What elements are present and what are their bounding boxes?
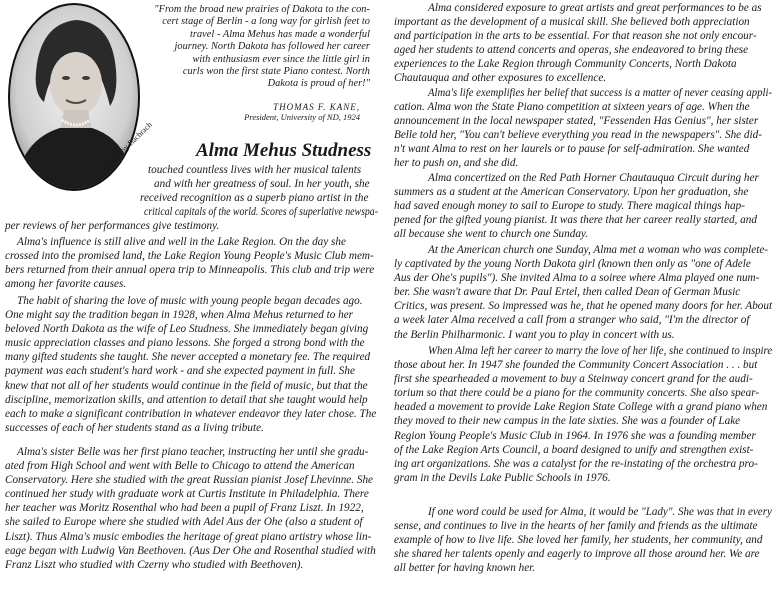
text-line: Alma's life exemplifies her belief that success is a matter of never ceasing appli- [428, 87, 773, 99]
quote-line: "From the broad new prairies of Dakota to the con- [154, 4, 370, 15]
quote-block [148, 4, 370, 91]
paragraph-exposure [394, 1, 762, 86]
paragraph-success [394, 86, 777, 171]
text-line: and participation in the arts to be essential. For that reason she not only encour- [394, 30, 757, 43]
text-line: pened for the gifted young pianist. It was there that her career really started, and [394, 214, 757, 227]
text-line: gram in the Devils Lake Public Schools in 1976. [394, 471, 611, 484]
text-line: successes of each of her students stand as a living tribute. [5, 421, 264, 434]
text-line: continued her study with graduate work at Curtis Institute in Philadelphia. There [5, 488, 369, 501]
text-line: received recognition as a superb piano artist in the [140, 192, 369, 205]
text-line: music appreciation classes and piano lessons. She forged a strong bond with the [5, 337, 365, 350]
text-line: her teacher was Moritz Rosenthal who had been a pupil of Franz Liszt. In 1922, [5, 502, 364, 515]
text-line: Alma considered exposure to great artists and great performances to be as [428, 2, 762, 14]
text-line: had saved enough money to sail to Europe to study. There magical things hap- [394, 200, 745, 213]
text-line: headed a movement to provide Lake Region State College with a grand piano when [394, 401, 768, 414]
text-line: touched countless lives with her musical talents [148, 164, 362, 176]
text-line: they moved to their new campus in the late sixties. She was a founder of Lake [394, 415, 741, 428]
text-line: Critics, was present. So impressed was he, that he opened many doors for her. About [394, 300, 773, 313]
text-line: n't want Alma to rest on her laurels or to pause for self-admiration. She wanted [394, 143, 750, 156]
quote-line: journey. North Dakota has followed her career [174, 41, 370, 53]
text-line: eage began with Ludwig Van Beethoven. (Aus Der Ohe and Rosenthal studied with [5, 544, 376, 557]
text-line: discipline, memorization skills, and attention to detail that she taught would help [5, 393, 368, 406]
text-line: she shared her talents openly and eagerly to improve all those around her. We are [394, 548, 760, 561]
paragraph-intro [0, 163, 411, 233]
text-line: of the Lake Region Arts Council, a board designed to unify and strengthen exist- [394, 443, 754, 456]
text-line: and with her greatness of soul. In her youth, she [154, 178, 370, 191]
text-line: ber. She wasn't aware that Dr. Paul Ertel, then called Dean of German Music [394, 286, 741, 299]
paragraph-community [394, 344, 777, 485]
text-line: Conservatory. Here she studied with the great Russian pianist Josef Lhevinne. She [5, 474, 374, 487]
text-line: If one word could be used for Alma, it would be "Lady". She was that in every [428, 506, 772, 518]
text-line: Aus der Ohe's pupils"). She invited Alma to a soiree where Alma played one num- [394, 272, 760, 285]
text-line: Region Young People's Music Club in 1964. In 1976 she was a founding member [394, 429, 756, 442]
text-line: her to push on, and she did. [394, 157, 519, 170]
text-line: ly captivated by the young North Dakota girl (known then only as "one of Adele [394, 258, 751, 271]
text-line: torium so that there could be a piano for the community concerts. She also spear- [394, 387, 760, 400]
text-line: beloved North Dakota as the wife of Leo Studness. She immediately began giving [5, 323, 369, 336]
text-line: ated from High School and went with Belle to Chicago to attend the American [5, 460, 355, 473]
text-line: she sailed to Europe where she studied with Adel Aus der Ohe (also a student of [5, 516, 363, 529]
quote-line: travel - Alma Mehus has made a wonderful [190, 28, 370, 40]
paragraph-training [5, 445, 376, 572]
text-line: Chautauqua and other exposures to excellence. [394, 72, 607, 85]
paragraph-church [394, 243, 772, 342]
paragraph-influence [5, 235, 374, 291]
text-line: per reviews of her performances give testimony. [5, 220, 220, 233]
text-line: ing art organizations. She was a catalyst for the re-instating of the orchestra pro- [394, 457, 758, 470]
text-line: important as the development of a musical skill. She believed both appreciation [394, 16, 750, 29]
text-line: When Alma left her career to marry the love of her life, she continued to inspire [428, 345, 773, 357]
text-line: bers returned from their annual opera trip to Minneapolis. This club and trip were [5, 264, 375, 277]
text-line: among her favorite causes. [5, 278, 127, 291]
text-line: announcement in the local newspaper stated, "Fessenden Has Genius", her sister [394, 115, 759, 128]
text-line: critical capitals of the world. Scores of superlative newspa- [144, 206, 379, 219]
paragraph-lady [394, 505, 776, 575]
quote-author: THOMAS F. KANE, [273, 102, 360, 112]
text-line: all better for having known her. [394, 562, 536, 575]
text-line: Belle told her, "You can't believe everything you read in the newspapers". She did- [394, 129, 762, 142]
paragraph-chautauqua [394, 171, 759, 241]
quote-attribution [186, 102, 360, 122]
text-line: example of how to live life. She loved her family, her students, her community, and [394, 534, 763, 547]
text-line: One might say the tradition began in 1928, when Alma Mehus returned to her [5, 309, 354, 322]
text-line: Alma's influence is still alive and well in the Lake Region. On the day she [17, 236, 346, 248]
photo-credit: Photo by Bachrach [103, 120, 154, 169]
text-line: the Berlin Philharmonic. I want you to play in concert with us. [394, 328, 675, 341]
quote-line: Dakota is proud of her!" [267, 78, 370, 90]
quote-line: cert stage of Berlin - a long way for girlish feet to [162, 16, 370, 28]
article-title: Alma Mehus Studness [196, 140, 372, 161]
text-line: payment was each student's hard work - and she expected payment in full. She [5, 365, 355, 378]
text-line: first she spearheaded a movement to buy a Steinway concert grand for the audi- [394, 373, 753, 386]
text-line: The habit of sharing the love of music with young people began decades ago. [17, 295, 363, 307]
text-line: sense, and continues to live in the hearts of her family and friends as the ultimate [394, 520, 758, 533]
text-line: crossed into the promised land, the Lake Region Young People's Music Club mem- [5, 250, 374, 263]
text-line: knew that not all of her students would continue in the field of music, but that the [5, 379, 368, 392]
text-line: Liszt). Thus Alma's music embodies the heritage of great piano artistry whose lin- [5, 530, 372, 543]
quote-line: with enthusiasm ever since the little girl in [192, 53, 370, 65]
text-line: Alma concertized on the Red Path Horner Chautauqua Circuit during her [428, 172, 759, 184]
text-line: each to make a significant contribution in whatever endeavor they later chose. The [5, 407, 377, 420]
text-line: all because she went to church one Sunday. [394, 228, 589, 241]
text-line: aged her students to attend concerts and operas, she endeavored to bring these [394, 44, 749, 57]
text-line: cation. Alma won the State Piano competition at sixteen years of age. When the [394, 101, 750, 114]
text-line: Franz Liszt who studied with Czerny who studied with Beethoven). [5, 558, 304, 571]
column-gutter [386, 0, 387, 593]
text-line: experiences to the Lake Region through Community Concerts, North Dakota [394, 58, 737, 71]
paragraph-tradition [5, 294, 376, 435]
text-line: At the American church one Sunday, Alma met a woman who was complete- [428, 244, 769, 256]
quote-line: curls won the first state Piano contest. North [182, 66, 370, 78]
quote-author-role: President, University of ND, 1924 [244, 112, 360, 122]
text-line: Alma's sister Belle was her first piano teacher, instructing her until she gradu- [17, 446, 369, 458]
text-line: those about her. In 1947 she founded the Community Concert Association . . . but [394, 359, 758, 372]
text-line: a week later Alma received a call from a stranger who said, "I'm the director of [394, 314, 750, 327]
text-line: many gifted students she taught. She never accepted a monetary fee. The required [5, 351, 371, 364]
text-line: summers as a student at the American Conservatory. Upon her graduation, she [394, 186, 749, 199]
